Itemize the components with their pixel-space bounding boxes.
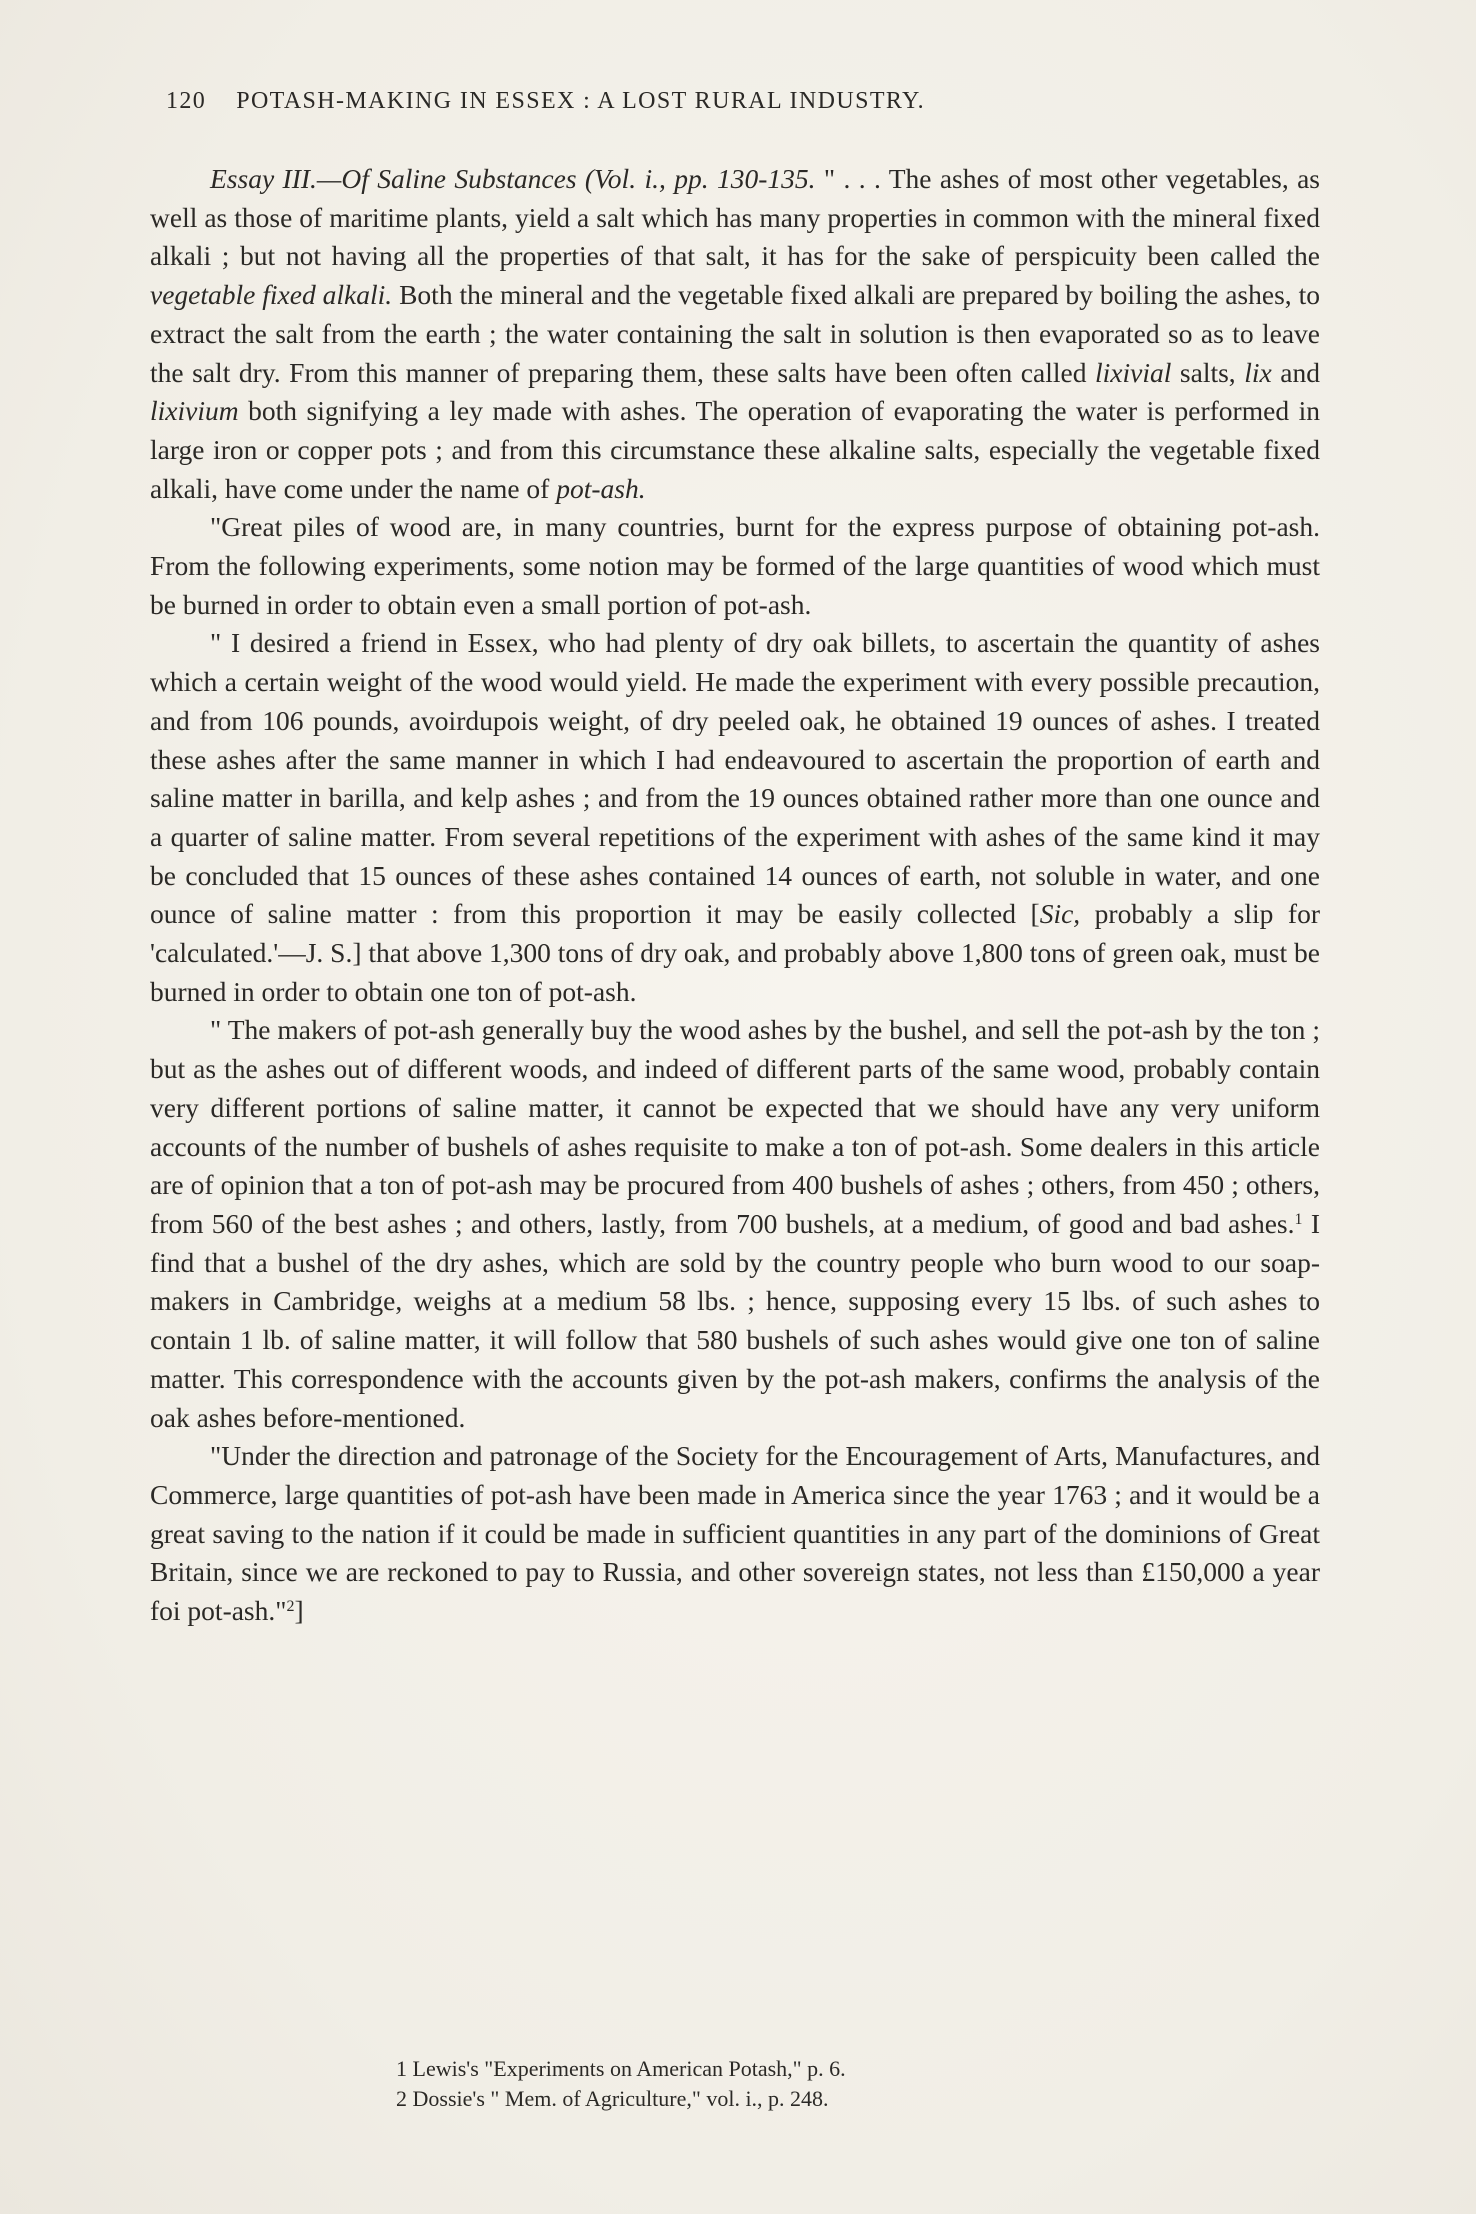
paragraph-1: Essay III.—Of Saline Substances (Vol. i., pp. 130-135. " . . . The ashes of most other vegetables, as well as those of maritime plants, yield a salt which has many properties in common with the mineral fixed alkali ; but not having all the properties of that salt, it has for the sake of perspicuity been called the vegetable fixed alkali. Both the mineral and the vegetable fixed alkali are prepared by boiling the ashes, to extract the salt from the earth ; the water containing the salt in solution is then evaporated so as to leave the salt dry. From this manner of preparing them, these salts have been often called lixivial salts, lix and lixivium both signifying a ley made with ashes. The operation of evaporating the water is performed in large iron or copper pots ; and from this circumstance these alkaline salts, especially the vegetable fixed alkali, have come under the name of pot-ash.: [150, 163, 1320, 504]
footnote-marker-1: 1: [1294, 1210, 1303, 1228]
essay-heading: Essay III.—Of Saline Substances (Vol. i., pp. 130-135.: [210, 163, 816, 194]
footnote-marker-2: 2: [286, 1598, 295, 1616]
page-number: 120: [166, 88, 207, 114]
body-text: [150, 160, 1320, 1631]
paragraph-5: "Under the direction and patronage of the Society for the Encouragement of Arts, Manufactures, and Commerce, large quantities of pot-ash have been made in America since the year 1763 ; and it would be a great saving to the nation if it could be made in sufficient quantities in any part of the dominions of Great Britain, since we are reckoned to pay to Russia, and other sovereign states, not less than £150,000 a year foi pot-ash."$^2$]: [150, 1440, 1320, 1627]
running-head: [166, 88, 1316, 115]
footnote-2: 2 Dossie's " Mem. of Agriculture," vol. i., p. 248.: [396, 2086, 829, 2111]
running-title: POTASH-MAKING IN ESSEX : A LOST RURAL INDUSTRY.: [236, 88, 926, 114]
paragraph-2: "Great piles of wood are, in many countries, burnt for the express purpose of obtaining pot-ash. From the following experiments, some notion may be formed of the large quantities of wood which must be burned in order to obtain even a small portion of pot-ash.: [150, 511, 1320, 620]
footnote-1: 1 Lewis's "Experiments on American Potash," p. 6.: [396, 2056, 846, 2081]
paragraph-4: " The makers of pot-ash generally buy the wood ashes by the bushel, and sell the pot-ash by the ton ; but as the ashes out of different woods, and indeed of different parts of the same wood, probably contain very different portions of saline matter, it cannot be expected that we should have any very uniform accounts of the number of bushels of ashes requisite to make a ton of pot-ash. Some dealers in this article are of opinion that a ton of pot-ash may be procured from 400 bushels of ashes ; others, from 450 ; others, from 560 of the best ashes ; and others, lastly, from 700 bushels, at a medium, of good and bad ashes.$^1$ I find that a bushel of the dry ashes, which are sold by the country people who burn wood to our soap-makers in Cambridge, weighs at a medium 58 lbs. ; hence, supposing every 15 lbs. of such ashes to contain 1 lb. of saline matter, it will follow that 580 bushels of such ashes would give one ton of saline matter. This correspondence with the accounts given by the pot-ash makers, confirms the analysis of the oak ashes before-mentioned.: [150, 1014, 1320, 1433]
footnotes: [396, 2054, 1196, 2114]
paragraph-3: " I desired a friend in Essex, who had plenty of dry oak billets, to ascertain the quantity of ashes which a certain weight of the wood would yield. He made the experiment with every possible precaution, and from 106 pounds, avoirdupois weight, of dry peeled oak, he obtained 19 ounces of ashes. I treated these ashes after the same manner in which I had endeavoured to ascertain the proportion of earth and saline matter in barilla, and kelp ashes ; and from the 19 ounces obtained rather more than one ounce and a quarter of saline matter. From several repetitions of the experiment with ashes of the same kind it may be concluded that 15 ounces of these ashes contained 14 ounces of earth, not soluble in water, and one ounce of saline matter : from this proportion it may be easily collected [Sic, probably a slip for 'calculated.'—J. S.] that above 1,300 tons of dry oak, and probably above 1,800 tons of green oak, must be burned in order to obtain one ton of pot-ash.: [150, 627, 1320, 1007]
